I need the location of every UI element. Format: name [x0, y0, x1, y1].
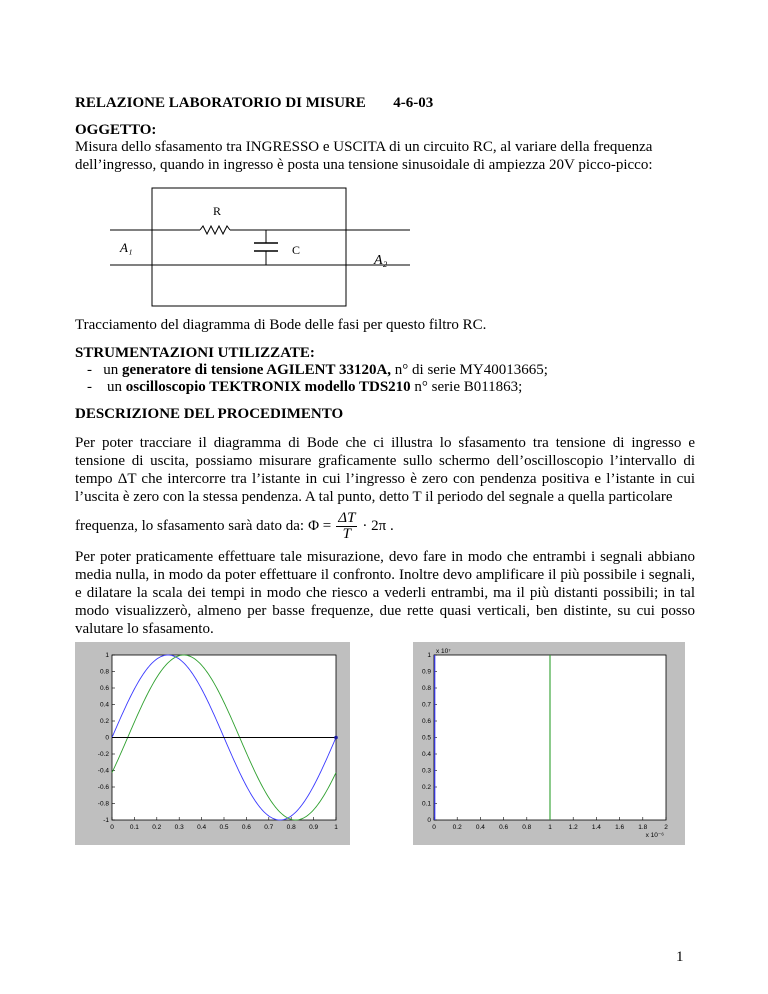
item-2-pre: un	[107, 379, 126, 395]
y-tick-label: 0.1	[421, 800, 431, 808]
item-1-post: n° di serie MY40013665;	[391, 362, 548, 378]
procedimento-heading: DESCRIZIONE DEL PROCEDIMENTO	[75, 406, 344, 422]
resistor-symbol	[200, 226, 230, 234]
y-tick-label: -0.6	[97, 784, 109, 792]
y-tick-label: 0	[427, 817, 431, 825]
item-1-bold: generatore di tensione AGILENT 33120A,	[122, 362, 392, 378]
x-tick-label: 0.5	[219, 824, 229, 831]
x-tick-label: 0	[110, 824, 114, 831]
formula-denominator: T	[342, 525, 352, 542]
formula-line	[75, 506, 394, 546]
series-zero-end-marker	[334, 736, 338, 740]
x-tick-label: 1	[548, 824, 552, 831]
label-c: C	[292, 243, 301, 257]
plot-2-svg	[413, 642, 685, 845]
y-tick-label: 0.4	[99, 701, 109, 709]
oggetto-line-1: Misura dello sfasamento tra INGRESSO e USCITA di un circuito RC, al variare della frequenza	[75, 139, 653, 155]
y-tick-label: 0.2	[421, 784, 431, 792]
y-tick-label: 1	[427, 652, 431, 660]
y-tick-label: 0.4	[421, 751, 431, 759]
y-tick-label: -0.4	[97, 767, 109, 775]
x-tick-label: 0.2	[452, 824, 462, 831]
x-tick-label: 0.2	[152, 824, 162, 831]
procedimento-paragraph-2: Per poter praticamente effettuare tale misurazione, devo fare in modo che entrambi i segnali abbiano media nulla, in modo da poter effettuare il confronto. Inoltre devo amplificare il più possibile i segnali, e dilatare la scala dei tempi in modo che riesco a vederli entrambi, ma il più distanti possibili; in tal modo visualizzerò, almeno per basse frequenze, due rette quasi verticali, ben distinte, su cui posso valutare lo sfasamento.	[75, 549, 695, 637]
formula-rhs: · 2π .	[362, 518, 394, 534]
y-tick-label: 0	[105, 734, 109, 742]
y-tick-label: 0.9	[421, 668, 431, 676]
oggetto-line-2: dell’ingresso, quando in ingresso è posta una tensione sinusoidale di ampiezza 20V picco-picco:	[75, 157, 653, 173]
x-tick-label: 2	[664, 824, 668, 831]
page-number: 1	[676, 949, 684, 965]
x-tick-label: 1.2	[568, 824, 578, 831]
instrument-item-1	[87, 361, 548, 379]
title-text: RELAZIONE LABORATORIO DI MISURE	[75, 95, 366, 111]
x-tick-label: 0.8	[286, 824, 296, 831]
x-tick-label: 0.6	[499, 824, 509, 831]
x-tick-label: 0.4	[475, 824, 485, 831]
y-tick-label: 0.8	[421, 685, 431, 693]
plot-sine-waves	[75, 642, 350, 845]
bode-line: Tracciamento del diagramma di Bode delle fasi per questo filtro RC.	[75, 317, 487, 333]
y-tick-label: 0.5	[421, 734, 431, 742]
x-tick-label: 1	[334, 824, 338, 831]
item-2-bold: oscilloscopio TEKTRONIX modello TDS210	[125, 379, 411, 395]
x-tick-label: 1.6	[615, 824, 625, 831]
x-tick-label: 1.8	[638, 824, 648, 831]
x-tick-label: 0.9	[309, 824, 319, 831]
x-tick-label: 0	[432, 824, 436, 831]
plot-vertical-lines	[413, 642, 685, 845]
rc-circuit-diagram	[110, 185, 410, 310]
y-tick-label: 0.2	[99, 718, 109, 726]
oggetto-heading: OGGETTO:	[75, 122, 157, 138]
bullet-dash: -	[87, 362, 92, 378]
y-tick-label: -0.2	[97, 751, 109, 759]
x-tick-label: 0.3	[174, 824, 184, 831]
formula-lhs: Φ =	[308, 518, 332, 534]
strumentazioni-heading: STRUMENTAZIONI UTILIZZATE:	[75, 345, 315, 361]
x-tick-label: 1.4	[591, 824, 601, 831]
formula-lead: frequenza, lo sfasamento sarà dato da:	[75, 518, 305, 534]
title-date: 4-6-03	[393, 95, 434, 111]
x-exponent-label: x 10⁻⁶	[645, 832, 664, 839]
bullet-dash: -	[87, 379, 92, 395]
formula-numerator: ΔT	[338, 509, 356, 526]
y-tick-label: 0.6	[421, 718, 431, 726]
x-tick-label: 0.7	[264, 824, 274, 831]
y-tick-label: 1	[105, 652, 109, 660]
item-2-post: n° serie B011863;	[410, 379, 523, 395]
document-title	[75, 94, 433, 112]
label-r: R	[213, 204, 222, 218]
x-tick-label: 0.8	[522, 824, 532, 831]
y-tick-label: 0.7	[421, 701, 431, 709]
plot-1-svg	[75, 642, 350, 845]
x-tick-label: 0.1	[129, 824, 139, 831]
procedimento-paragraph-1: Per poter tracciare il diagramma di Bode che ci illustra lo sfasamento tra tensione di ingresso e tensione di uscita, possiamo misurare graficamente sullo schermo dell’oscilloscopio l’intervallo di tempo ΔT che intercorre tra l’istante in cui l’ingresso è zero con pendenza positiva e l’istante in cui l’uscita è zero con la stessa pendenza. A tal punto, detto T il periodo del segnale a quella particolare	[75, 435, 695, 505]
y-tick-label: 0.3	[421, 767, 431, 775]
x-tick-label: 0.4	[197, 824, 207, 831]
y-exponent-label: x 10⁷	[436, 648, 451, 655]
x-tick-label: 0.6	[241, 824, 251, 831]
y-tick-label: 0.8	[99, 668, 109, 676]
y-tick-label: -0.8	[97, 800, 109, 808]
label-a1: A₁	[120, 240, 133, 255]
y-tick-label: 0.6	[99, 685, 109, 693]
instrument-item-2	[87, 378, 522, 396]
formula-fraction	[336, 511, 357, 542]
item-1-pre: un	[103, 362, 122, 378]
label-a2: A₂	[374, 253, 388, 268]
y-tick-label: -1	[103, 817, 109, 825]
